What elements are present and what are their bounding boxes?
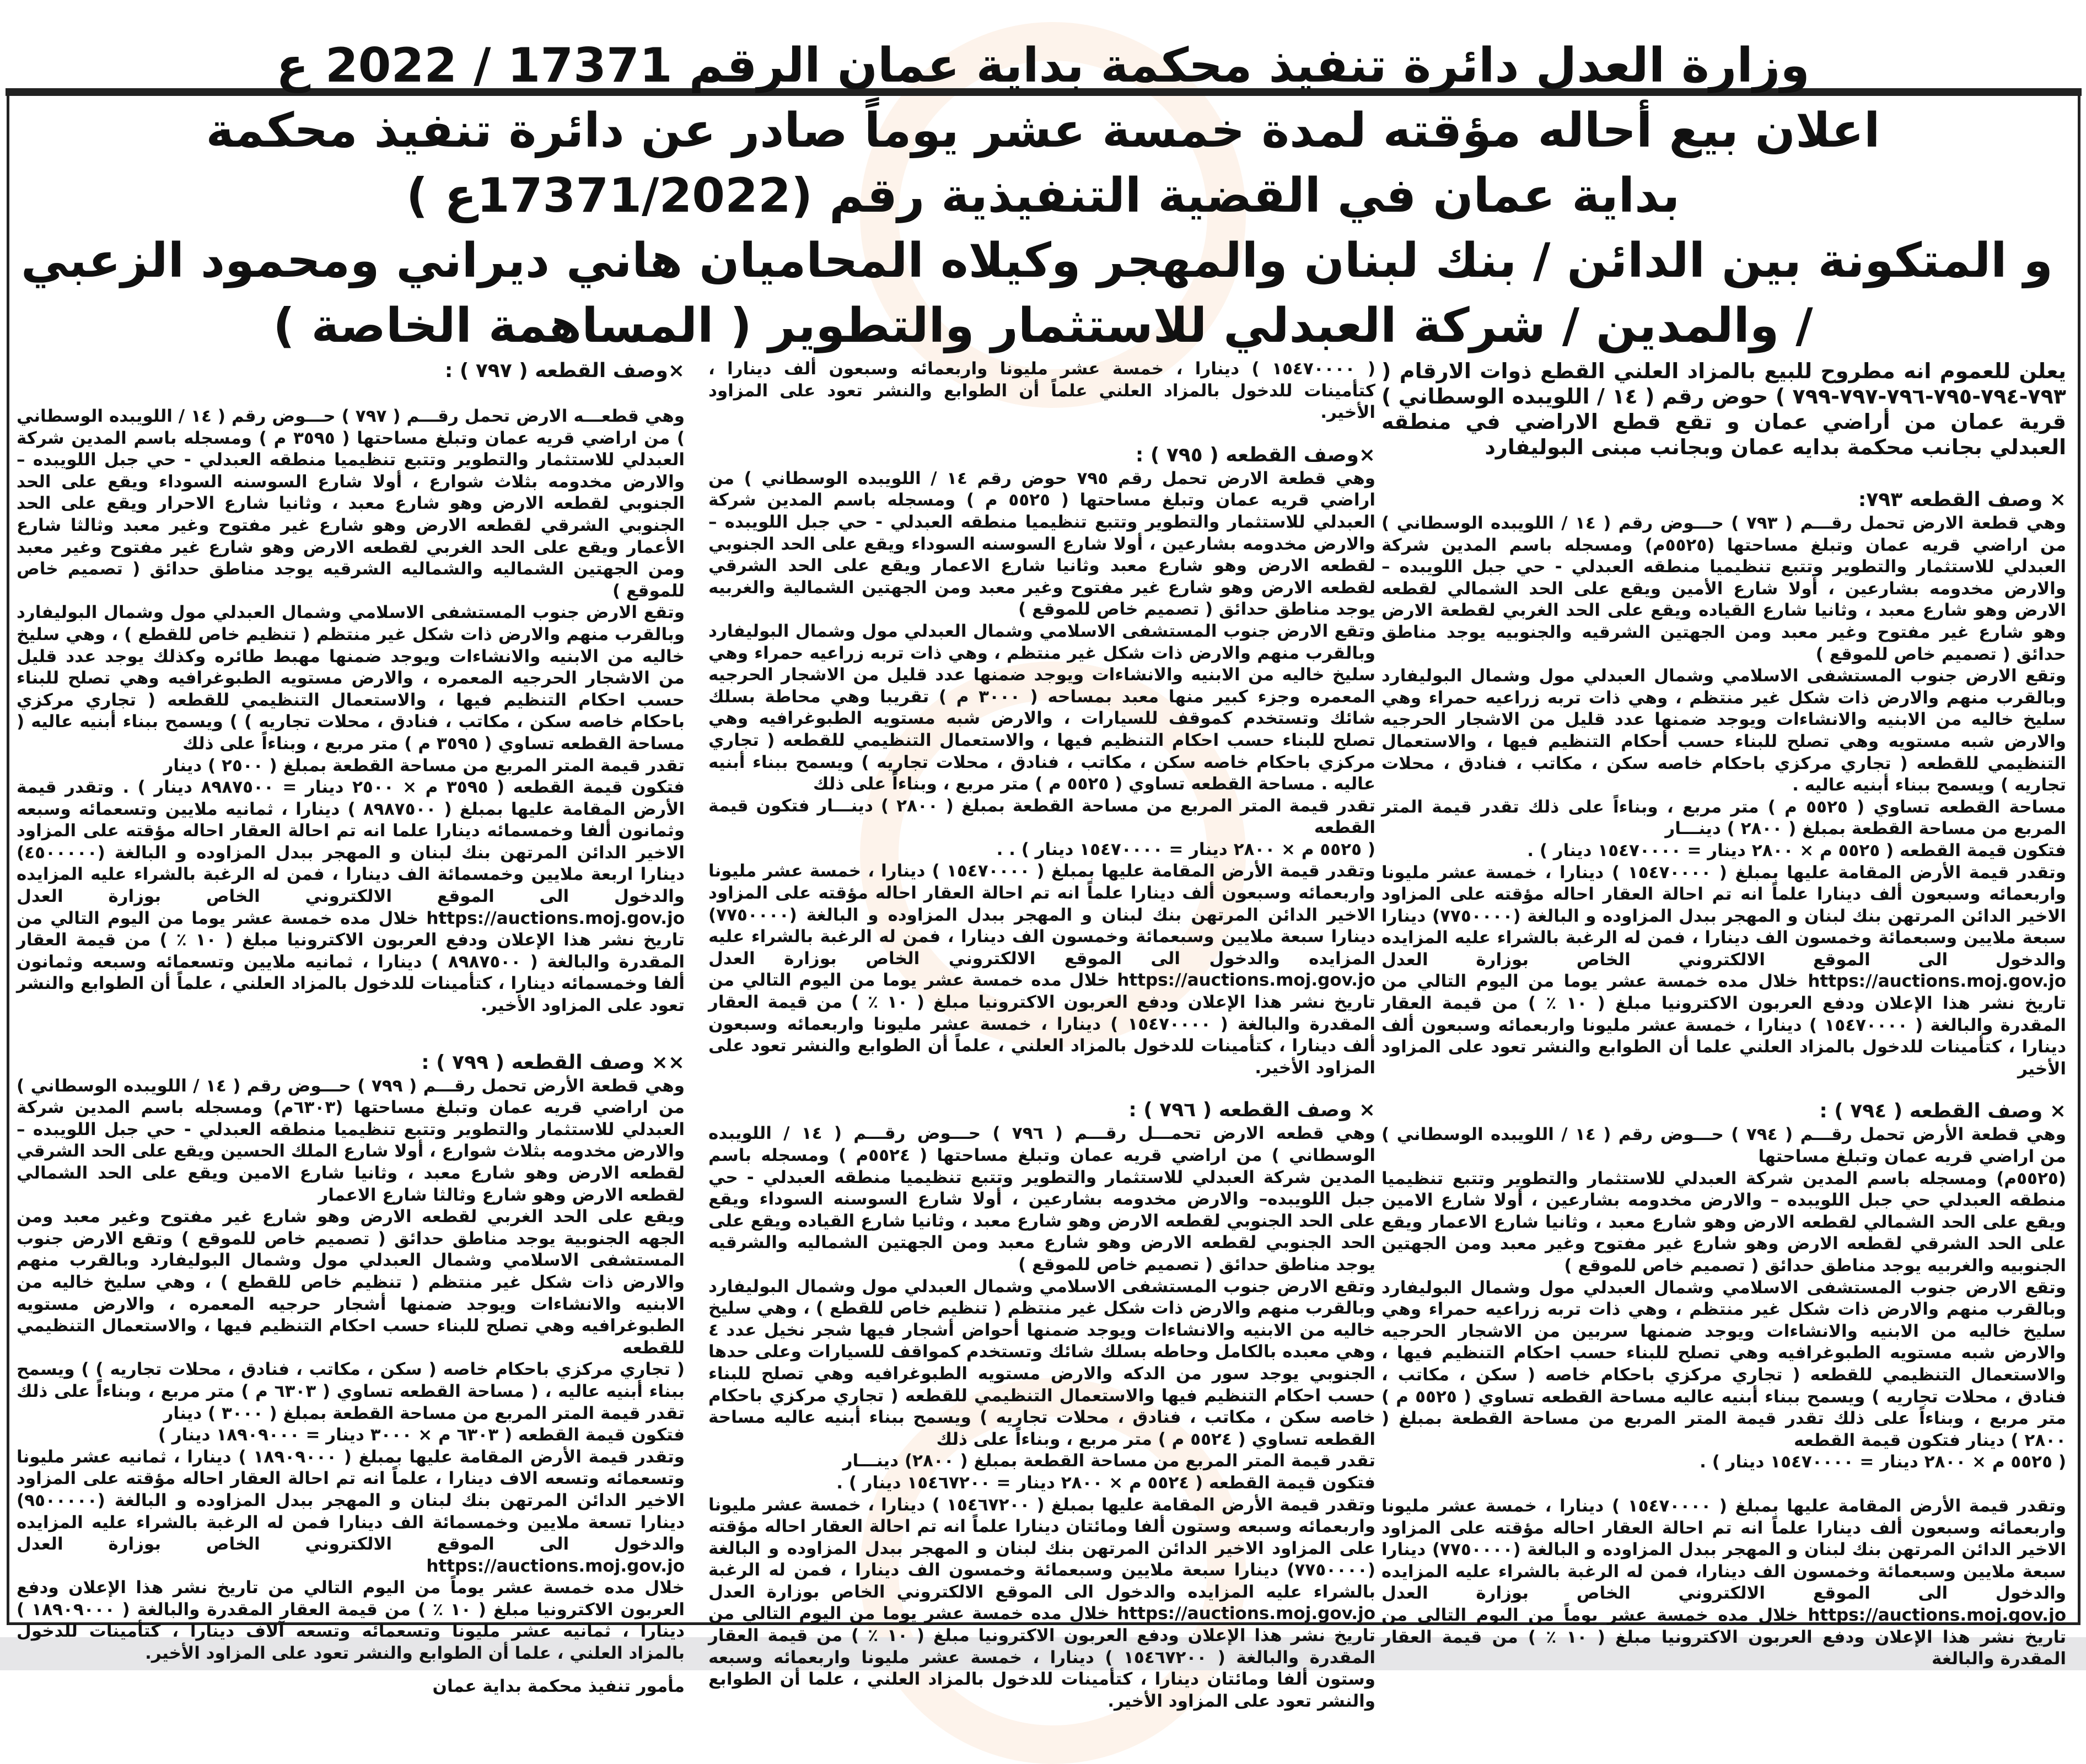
title-line: و المتكونة بين الدائن / بنك لبنان والمهجر وكيلاه المحاميان هاني ديراني ومحمود الزعبي <box>20 233 2053 288</box>
plot-paragraph: وتقدر قيمة الأرض المقامة عليها بمبلغ ( ١٥٤٧٠٠٠٠ ) دينارا ، خمسة عشر مليونا واربعمائه وسبعون ألف دينارا علماً انه تم احالة العقار احاله مؤقته على المزاود الاخير الدائن المرتهن بنك لبنان و المهجر ببدل المزاوده و البالغة (٧٧٥٠٠٠٠) دينارا سبعة ملايين وسبعمائة وخمسون الف دينارا، فمن له الرغبة بالشراء عليه المزايده والدخول الى الموقع الالكتروني الخاص بوزارة العدل https://auctions.moj.gov.jo خلال مده خمسة عشر يوماً من اليوم التالي من تاريخ نشر هذا الإعلان ودفع العربون الاكترونيا مبلغ ( ١٠ ٪ ) من قيمة العقار المقدرة والبالغة <box>1381 1496 2066 1669</box>
plot-heading-797: ×وصف القطعه ( ٧٩٧ ) : <box>444 359 685 382</box>
plot-paragraph: مساحة القطعه تساوي ( ٥٥٢٥ م ) متر مربع ، وبناءاً على ذلك تقدر قيمة المتر المربع من مساحة القطعة بمبلغ ( ٢٨٠٠ ) دينـــار <box>1381 797 2066 839</box>
intro-paragraph: يعلن للعموم انه مطروح للبيع بالمزاد العلني القطع ذوات الارقام ( ٧٩٣-٧٩٤-٧٩٥-٧٩٦-٧٩٧-٧٩٩ ) حوض رقم ( ١٤ / اللويبده الوسطاني ) قرية عمان من أراضي عمان و تقع قطع الاراضي في منطقه العبدلي بجانب محكمة بدايه عمان وبجانب مبنى البوليفارد <box>1381 359 2066 459</box>
plot-paragraph: تقدر قيمة المتر المربع من مساحة القطعة بمبلغ ( ٢٨٠٠ ) دينـــار فتكون قيمة القطعه <box>708 795 1375 838</box>
plot-paragraph: فتكون قيمة القطعه ( ٥٥٢٥ م × ٢٨٠٠ دينار = ١٥٤٧٠٠٠٠ دينار ) . <box>1527 840 2066 861</box>
notice-title <box>20 33 2053 358</box>
plot-paragraph: فتكون قيمة القطعه ( ٦٣٠٣ م × ٣٠٠٠ دينار = ١٨٩٠٩٠٠٠ دينار ) <box>158 1425 685 1445</box>
plot-paragraph: وتقدر قيمة الأرض المقامة عليها بمبلغ ( ١٥٤٧٠٠٠٠ ) دينارا ، خمسة عشر مليونا واربعمائه وسبعون ألف دينارا علماً انه تم احالة العقار احاله مؤقته على المزاود الاخير الدائن المرتهن بنك لبنان و المهجر ببدل المزاوده و البالغة (٧٧٥٠٠٠٠) دينارا سبعة ملايين وسبعمائة وخمسون الف دينارا ، فمن له الرغبة بالشراء عليه المزايده والدخول الى الموقع الالكتروني الخاص بوزارة العدل https://auctions.moj.gov.jo خلال مده خمسة عشر يوما من اليوم التالي من تاريخ نشر هذا الإعلان ودفع العربون الاكترونيا مبلغ ( ١٠ ٪ ) من قيمة العقار المقدرة والبالغة ( ١٥٤٧٠٠٠٠ ) دينارا ، خمسة عشر مليونا واربعمائه وسبعون ألف دينارا ، كتأمينات للدخول بالمزاد العلني علما أن الطوابع والنشر تعود على المزاود الأخير <box>1381 862 2066 1079</box>
column-right <box>1381 358 2066 1670</box>
column-middle <box>708 358 1375 1712</box>
plot-heading-794: × وصف القطعه ( ٧٩٤ ) : <box>1819 1100 2066 1123</box>
plot-paragraph: ( تجاري مركزي باحكام خاصه ( سكن ، مكاتب ، فنادق ، محلات تجاريه ) ) ويسمح ببناء أبنيه عاليه ، ( مساحة القطعه تساوي ( ٦٣٠٣ م ) متر مربع ، وبناءاً على ذلك تقدر قيمة المتر المربع من مساحة القطعة بمبلغ ( ٣٠٠٠ ) دينار <box>17 1359 685 1423</box>
plot-paragraph: وتقع الارض جنوب المستشفى الاسلامي وشمال العبدلي مول وشمال البوليفارد وبالقرب منهم والارض ذات شكل غير منتظم ، وهي ذات تربه زراعيه حمراء وهي سليخ خاليه من الابنيه والانشاءات ويوجد ضمنها عدد قليل من الاشجار الحرجيه المعمره وجزء كبير منها معبد بمساحه ( ٣٠٠٠ م ) تقريبا وهي محاطة بسلك شائك وتستخدم كموقف للسيارات ، والارض شبه مستويه الطبوغرافيه وهي تصلح للبناء حسب احكام التنظيم فيها ، والاستعمال التنظيمي للقطعه ( تجاري مركزي باحكام خاصه سكن ، مكاتب ، فنادق ، محلات تجاريه ) ويسمح ببناء أبنيه عاليه . مساحة القطعه تساوي ( ٥٥٢٥ م ) متر مربع ، وبناءاً على ذلك <box>708 621 1376 794</box>
plot-paragraph: وهي قطعـــه الارض تحمل رقـــم ( ٧٩٧ ) حـــوض رقم ( ١٤ / اللويبده الوسطاني ) من اراضي قريه عمان وتبلغ مساحتها ( ٣٥٩٥ م ) ومسجله باسم المدين شركة العبدلي للاستثمار والتطوير وتتبع تنظيميا منطقه العبدلي - حي جبل اللويبده – والارض مخدومه بثلاث شوارع ، أولا شارع السوسنه السوداء ويقع على الحد الجنوبي لقطعه الارض وهو شارع معبد ، وثانيا شارع الاحرار ويقع على الحد الجنوبي الشرقي لقطعه الارض وهو شارع غير مفتوح وغير معبد وثالثا شارع الأعمار ويقع على الحد الغربي لقطعه الارض وهو شارع غير مفتوح وغير معبد ومن الجهتين الشماليه والشماليه الشرقيه يوجد مناطق حدائق ( تصميم خاص للموقع ) <box>17 406 685 601</box>
plot-paragraph: (٥٥٢٥م) ومسجله باسم المدين شركة العبدلي للاستثمار والتطوير وتتبع تنظيميا منطقه العبدلي حي جبل اللويبده – والارض مخدومه بشارعين ، أولا شارع الامين ويقع على الحد الشمالي لقطعه الارض وهو شارع معبد ، وثانيا شارع الاعمار ويقع على الحد الشرقي لقطعه الارض وهو شارع غير مفتوح وغير معبد ومن الجهتين الجنوبيه والغربيه يوجد مناطق حدائق ( تصميم خاص للموقع ) <box>1381 1168 2066 1276</box>
plot-paragraph: ويقع على الحد الغربي لقطعه الارض وهو شارع غير مفتوح وغير معبد ومن الجهه الجنوبية يوجد مناطق حدائق ( تصميم خاص للموقع ) وتقع الارض جنوب المستشفى الاسلامي وشمال العبدلي مول وشمال البوليفارد وبالقرب منهم والارض ذات شكل غير منتظم ( تنظيم خاص للقطع ) ، وهي سليخ خاليه من الابنيه والانشاءات ويوجد ضمنها أشجار حرجيه المعمره ، والارض مستويه الطبوغرافيه وهي تصلح للبناء حسب احكام التنظيم فيها ، والاستعمال التنظيمي للقطعه <box>17 1207 685 1358</box>
plot-paragraph: وتقع الارض جنوب المستشفى الاسلامي وشمال العبدلي مول وشمال البوليفارد وبالقرب منهم والارض ذات شكل غير منتظم ( تنظيم خاص للقطع ) ، وهي سليخ خاليه من الابنيه والانشاءات ويوجد ضمنها مهبط طائره وكذلك يوجد عدد قليل من الاشجار الحرجيه المعمره ، والارض مستويه الطبوغرافيه وهي تصلح للبناء حسب احكام التنظيم فيها ، والاستعمال التنظيمي للقطعه ( تجاري مركزي باحكام خاصه سكن ، مكاتب ، فنادق ، محلات تجاريه ) ) ويسمح ببناء أبنيه عاليه ( مساحة القطعه تساوي ( ٣٥٩٥ م ) متر مربع ، وبناءاً على ذلك <box>17 603 685 754</box>
title-line: وزارة العدل دائرة تنفيذ محكمة بداية عمان الرقم 17371 / 2022 ع <box>276 38 1810 93</box>
plot-paragraph: ( ٥٥٢٥ م × ٢٨٠٠ دينار = ١٥٤٧٠٠٠٠ دينار ) . <box>1700 1452 2066 1472</box>
title-line: اعلان بيع أحاله مؤقته لمدة خمسة عشر يوماً صادر عن دائرة تنفيذ محكمة <box>206 103 1880 158</box>
plot-paragraph: فتكون قيمة القطعه ( ٣٥٩٥ م × ٢٥٠٠ دينار = ٨٩٨٧٥٠٠ دينار ) . وتقدر قيمة الأرض المقامة عليها بمبلغ ( ٨٩٨٧٥٠٠ ) دينارا ، ثمانيه ملايين وتسعمائه وسبعه وثمانون ألفا وخمسمائه دينارا علما انه تم احالة العقار احاله مؤقته على المزاود الاخير الدائن المرتهن بنك لبنان و المهجر ببدل المزاوده و البالغة (٤٥٠٠٠٠٠) دينارا اربعة ملايين وخمسمائة الف دينارا ، فمن له الرغبة بالشراء عليه المزايده والدخول الى الموقع الالكتروني الخاص بوزارة العدل https://auctions.moj.gov.jo خلال مده خمسة عشر يوما من اليوم التالي من تاريخ نشر هذا الإعلان ودفع العربون الاكترونيا مبلغ ( ١٠ ٪ ) من قيمة العقار المقدرة والبالغة ( ٨٩٨٧٥٠٠ ) دينارا ، ثمانيه ملايين وتسعمائه وسبعه وثمانون ألفا وخمسمائه دينارا ، كتأمينات للدخول بالمزاد العلني ، علماً أن الطوابع والنشر تعود على المزاود الأخير. <box>17 777 685 1016</box>
title-line: بداية عمان في القضية التنفيذية رقم (17371/2022ع ) <box>406 168 1680 223</box>
plot-paragraph: تقدر قيمة المتر المربع من مساحة القطعة بمبلغ ( ٢٨٠٠) دينـــار <box>842 1451 1375 1471</box>
plot-paragraph: وتقدر قيمة الأرض المقامة عليها بمبلغ ( ١٨٩٠٩٠٠٠ ) دينارا ، ثمانيه عشر مليونا وتسعمائه وتسعه الاف دينارا ، علماً انه تم احالة العقار احاله مؤقته على المزاود الاخير الدائن المرتهن بنك لبنان و المهجر ببدل المزاوده و البالغة (٩٥٠٠٠٠٠) دينارا تسعة ملايين وخمسمائة الف دينارا فمن له الرغبة بالشراء عليه المزايده والدخول الى الموقع الالكتروني الخاص بوزارة العدل https://auctions.moj.gov.jo <box>17 1446 685 1576</box>
plot-heading-793: × وصف القطعه ٧٩٣: <box>1858 488 2066 511</box>
plot-continuation: ( ١٥٤٧٠٠٠٠ ) دينارا ، خمسة عشر مليونا واربعمائه وسبعون ألف دينارا ، كتأمينات للدخول بالمزاد العلني علماً أن الطوابع والنشر تعود على المزاود الأخير. <box>708 359 1375 423</box>
plot-paragraph: وهي قطعة الارض تحمل رقم ٧٩٥ حوض رقم ١٤ / اللويبده الوسطاني ) من اراضي قريه عمان وتبلغ مساحتها ( ٥٥٢٥ م ) ومسجله باسم المدين شركة العبدلي للاستثمار والتطوير وتتبع تنظيميا منطقه العبدلي - حي جبل اللويبده – والارض مخدومه بشارعين ، أولا شارع السوسنه السوداء ويقع على الحد الجنوبي لقطعه الارض وهو شارع معبد وثانيا شارع الاعمار ويقع على الحد الشرقي لقطعه الارض وهو شارع غير مفتوح وغير معبد ومن الجهتين الشمالية والغربيه يوجد مناطق حدائق ( تصميم خاص للموقع ) <box>708 468 1375 620</box>
plot-paragraph: تقدر قيمة المتر المربع من مساحة القطعة بمبلغ ( ٢٥٠٠ ) دينار <box>163 755 685 776</box>
plot-paragraph: خلال مده خمسة عشر يوماً من اليوم التالي من تاريخ نشر هذا الإعلان ودفع العربون الاكترونيا مبلغ ( ١٠ ٪ ) من قيمة العقار المقدرة والبالغة ( ١٨٩٠٩٠٠٠ ) دينارا ، ثمانيه عشر مليونا وتسعمائه وتسعه آلاف دينارا ، كتأمينات للدخول بالمزاد العلني ، علما أن الطوابع والنشر تعود على المزاود الأخير. <box>17 1578 685 1664</box>
title-line: / والمدين / شركة العبدلي للاستثمار والتطوير ( المساهمة الخاصة ) <box>273 298 1813 353</box>
plot-paragraph: وتقدر قيمة الأرض المقامة عليها بمبلغ ( ١٥٤٧٠٠٠٠ ) دينارا ، خمسة عشر مليونا واربعمائه وسبعون ألف دينارا علماً انه تم احالة العقار احاله مؤقته على المزاود الاخير الدائن المرتهن بنك لبنان و المهجر ببدل المزاوده و البالغة (٧٧٥٠٠٠٠) دينارا سبعة ملايين وسبعمائة وخمسون الف دينارا ، فمن له الرغبة بالشراء عليه المزايده والدخول الى الموقع الالكتروني الخاص بوزارة العدل https://auctions.moj.gov.jo خلال مده خمسة عشر يوما من اليوم التالي من تاريخ نشر هذا الإعلان ودفع العربون الاكترونيا مبلغ ( ١٠ ٪ ) من قيمة العقار المقدرة والبالغة ( ١٥٤٧٠٠٠٠ ) دينارا ، خمسة عشر مليونا واربعمائه وسبعون ألف دينارا ، كتأمينات للدخول بالمزاد العلني ، علماً أن الطوابع والنشر تعود على المزاود الأخير. <box>708 861 1375 1078</box>
plot-paragraph: وتقع الارض جنوب المستشفى الاسلامي وشمال العبدلي مول وشمال البوليفارد وبالقرب منهم والارض ذات شكل غير منتظم ( تنظيم خاص للقطع ) ، وهي سليخ خاليه من الابنيه والانشاءات ويوجد ضمنها أحواض أشجار فيها شجر نخيل عدد ٤ وهي معبده بالكامل وحاطه بسلك شائك وتستخدم كمواقف للسيارات وعلى حدها الجنوبي يوجد سور من الدكه والارض مستويه الطبوغرافيه وهي تصلح للبناء حسب احكام التنظيم فيها والاستعمال التنظيمي للقطعه ( تجاري مركزي باحكام خاصه سكن ، مكاتب ، فنادق ، محلات تجاريه ) ويسمح ببناء أبنيه عاليه مساحة القطعه تساوي ( ٥٥٢٤ م ) متر مربع ، وبناءاً على ذلك <box>708 1276 1375 1449</box>
column-left <box>17 358 685 1697</box>
plot-paragraph: وتقع الارض جنوب المستشفى الاسلامي وشمال العبدلي مول وشمال البوليفارد وبالقرب منهم والارض ذات شكل غير منتظم ، وهي ذات تربه زراعيه حمراء وهي سليخ خاليه من الابنيه والانشاءات ويوجد ضمنها عدد قليل من الاشجار الحرجيه والارض شبه مستويه وهي تصلح للبناء حسب أحكام التنظيم فيها ، والاستعمال التنظيمي للقطعه ( تجاري مركزي باحكام خاصه سكن ، مكاتب ، فنادق ، محلات تجاريه ) ويسمح ببناء أبنيه عاليه . <box>1381 666 2066 795</box>
plot-paragraph: فتكون قيمة القطعه ( ٥٥٢٤ م × ٢٨٠٠ دينار = ١٥٤٦٧٢٠٠ دينار ) . <box>836 1472 1375 1493</box>
plot-heading-796: × وصف القطعه ( ٧٩٦ ) : <box>1128 1099 1375 1122</box>
plot-paragraph: وهي قطعة الأرض تحمل رقـــم ( ٧٩٤ ) حـــوض رقم ( ١٤ / اللويبده الوسطاني ) من اراضي قريه عمان وتبلغ مساحتها <box>1381 1125 2066 1167</box>
plot-paragraph: وتقدر قيمة الأرض المقامة عليها بمبلغ ( ١٥٤٦٧٢٠٠ ) دينارا ، خمسة عشر مليونا واربعمائه وسبعه وستون ألفا ومائتان دينارا علماً انه تم احالة العقار احاله مؤقته على المزاود الاخير الدائن المرتهن بنك لبنان و المهجر ببدل المزاوده و البالغة (٧٧٥٠٠٠٠) دينارا سبعة ملايين وسبعمائة وخمسون الف دينارا ، فمن له الرغبة بالشراء عليه المزايده والدخول الى الموقع الالكتروني الخاص بوزارة العدل https://auctions.moj.gov.jo خلال مده خمسة عشر يوما من اليوم التالي من تاريخ نشر هذا الإعلان ودفع العربون الاكترونيا مبلغ ( ١٠ ٪ ) من قيمة العقار المقدرة والبالغة ( ١٥٤٦٧٢٠٠ ) دينارا ، خمسة عشر مليونا واربعمائه وسبعه وستون ألفا ومائتان دينارا ، كتأمينات للدخول بالمزاد العلني ، علما أن الطوابع والنشر تعود على المزاود الأخير. <box>708 1494 1375 1711</box>
plot-paragraph: وهي قطعة الارض تحمل رقـــم ( ٧٩٣ ) حـــوض رقم ( ١٤ / اللويبده الوسطاني ) من اراضي قريه عمان وتبلغ مساحتها (٥٥٢٥م) ومسجله باسم المدين شركة العبدلي للاستثمار والتطوير وتتبع تنظيميا منطقه العبدلي - حي جبل اللويبده – والارض مخدومه بشارعين ، أولا شارع الأمين ويقع على الحد الشمالي لقطعه الارض وهو شارع معبد ، وثانيا شارع القياده ويقع على الحد الغربي لقطعة الارض وهو شارع غير مفتوح وغير معبد ومن الجهتين الشرقيه والجنوبيه يوجد مناطق حدائق ( تصميم خاص للموقع ) <box>1381 513 2066 664</box>
plot-paragraph: وهي قطعه الارض تحمـــل رقـــم ( ٧٩٦ ) حـــوض رقـــم ( ١٤ / اللويبده الوسطاني ) من اراضي قريه عمان وتبلغ مساحتها ( ٥٥٢٤م ) ومسجله باسم المدين شركة العبدلي للاستثمار والتطوير وتتبع تنظيميا منطقه العبدلي - حي جبل اللويبده– والارض مخدومه بشارعين ، أولا شارع السوسنه السوداء ويقع على الحد الجنوبي لقطعه الارض وهو شارع معبد ، وثانيا شارع القياده ويقع على الحد الجنوبي لقطعه الارض وهو شارع معبد ومن الجهتين الشماليه والشرقيه يوجد مناطق حدائق ( تصميم خاص للموقع ) <box>708 1123 1376 1274</box>
plot-heading-799: ×× وصف القطعه ( ٧٩٩ ) : <box>421 1051 685 1074</box>
plot-heading-795: ×وصف القطعه ( ٧٩٥ ) : <box>1135 443 1375 466</box>
signature: مأمور تنفيذ محكمة بداية عمان <box>432 1676 685 1696</box>
plot-paragraph: ( ٥٥٢٥ م × ٢٨٠٠ دينار = ١٥٤٧٠٠٠٠ دينار ) . . <box>996 839 1375 859</box>
plot-paragraph: وتقع الارض جنوب المستشفى الاسلامي وشمال العبدلي مول وشمال البوليفارد وبالقرب منهم والارض ذات شكل غير منتظم ، وهي ذات تربه زراعيه حمراء وهي سليخ خاليه من الابنيه والانشاءات ويوجد ضمنها سربين من الاشجار الحرجيه والارض شبه مستويه الطبوغرافيه وهي تصلح للبناء حسب احكام التنظيم فيها ، والاستعمال التنظيمي للقطعه ( تجاري مركزي باحكام خاصه ( سكن ، مكاتب ، فنادق ، محلات تجاريه ) ويسمح ببناء أبنيه عاليه مساحة القطعه تساوي ( ٥٥٢٥ م ) متر مربع ، وبناءاً على ذلك تقدر قيمة المتر المربع من مساحة القطعة بمبلغ ( ٢٨٠٠ ) دينار فتكون قيمة القطعه <box>1381 1277 2066 1450</box>
plot-paragraph: وهي قطعة الأرض تحمل رقـــم ( ٧٩٩ ) حـــوض رقم ( ١٤ / اللويبده الوسطاني ) من اراضي قريه عمان وتبلغ مساحتها (٦٣٠٣م) ومسجله باسم المدين شركة العبدلي للاستثمار والتطوير وتتبع تنظيميا منطقه العبدلي - حي جبل اللويبده – والارض مخدومه بثلاث شوارع ، أولا شارع الملك الحسين ويقع على الحد الشرقي لقطعه الارض وهو شارع معبد ، وثانيا شارع الامين ويقع على الحد الشمالي لقطعه الارض وهو شارع وثالثا شارع الاعمار <box>17 1075 685 1205</box>
